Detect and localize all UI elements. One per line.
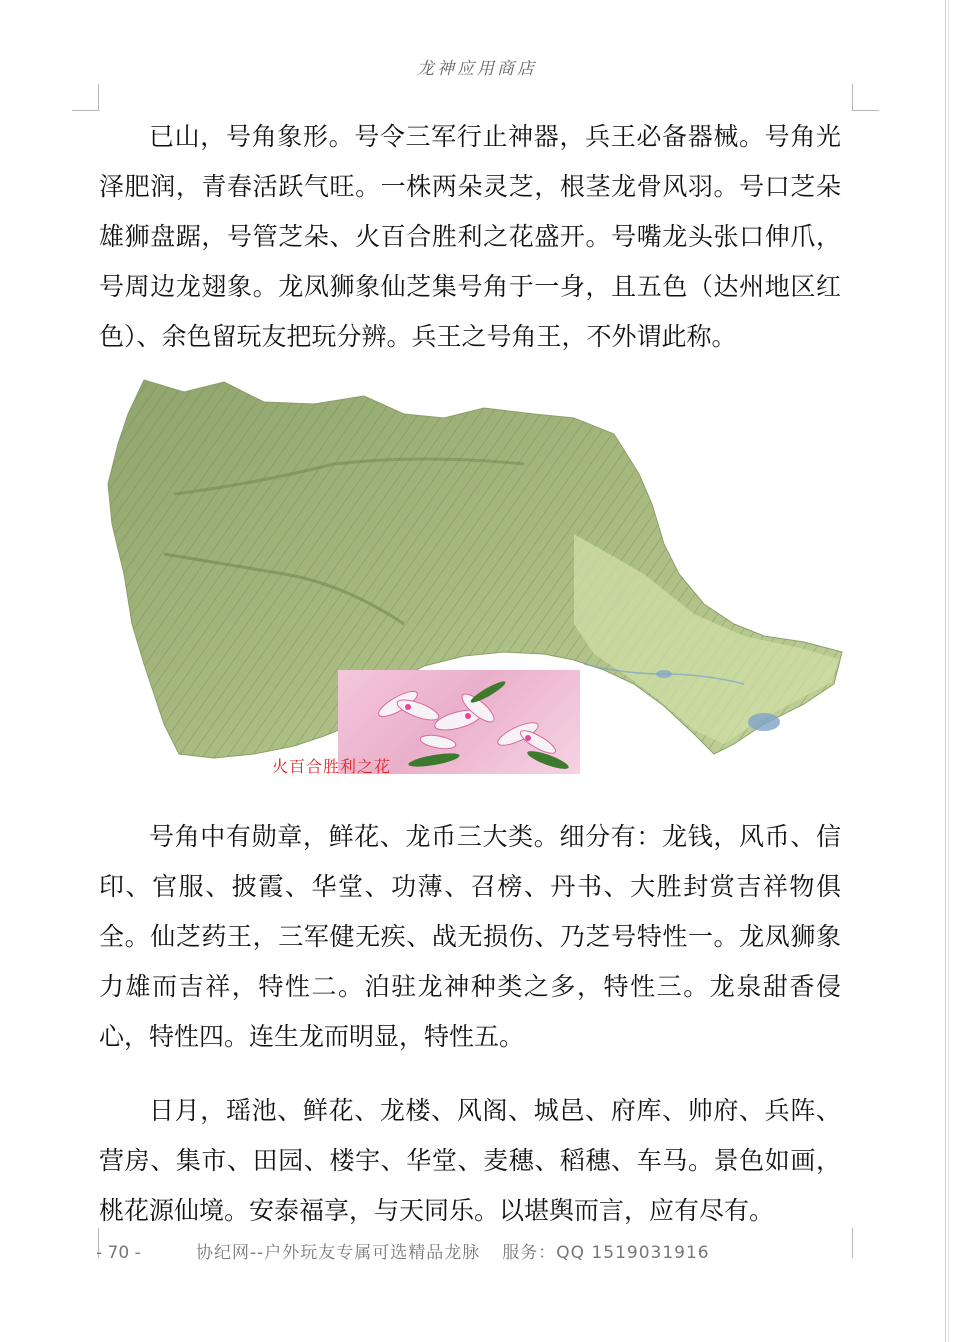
figure-caption: 火百合胜利之花 — [272, 757, 392, 776]
crop-mark-top-left — [72, 84, 99, 111]
footer-site-text: 协纪网--户外玩友专属可选精品龙脉 — [196, 1243, 481, 1263]
page-header: 龙神应用商店 — [417, 59, 537, 79]
paragraph-3: 日月，瑶池、鲜花、龙楼、风阁、城邑、府库、帅府、兵阵、营房、集市、田园、楼宇、华堂、麦穗、稻穗、车马。景色如画，桃花源仙境。安泰福享，与天同乐。以堪舆而言，应有尽有。 — [99, 1096, 841, 1225]
page-footer — [96, 1238, 856, 1263]
page-edge — [945, 0, 946, 1342]
paragraph-2: 号角中有勋章，鲜花、龙币三大类。细分有：龙钱，风币、信印、官服、披霞、华堂、功薄、召榜、丹书、大胜封赏吉祥物俱全。仙芝药王，三军健无疾、战无损伤、乃芝号特性一。龙凤狮象力雄而吉祥，特性二。泊驻龙神种类之多，特性三。龙泉甜香侵心，特性四。连生龙而明显，特性五。 — [99, 822, 841, 1051]
page-number: - 70 - — [96, 1243, 141, 1263]
page-edge-shadow — [948, 0, 949, 1342]
paragraph-1: 已山，号角象形。号令三军行止神器，兵王必备器械。号角光泽肥润，青春活跃气旺。一株两朵灵芝，根茎龙骨风羽。号口芝朵雄狮盘踞，号管芝朵、火百合胜利之花盛开。号嘴龙头张口伸爪，号周边龙翅象。龙凤狮象仙芝集号角于一身，且五色（达州地区红色）、余色留玩友把玩分辨。兵王之号角王，不外谓此称。 — [99, 122, 841, 351]
crop-mark-bottom-right — [852, 1228, 879, 1258]
crop-mark-top-right — [852, 84, 879, 111]
crop-mark-bottom-left — [72, 1228, 99, 1258]
footer-service-text: 服务：QQ 1519031916 — [502, 1243, 710, 1263]
